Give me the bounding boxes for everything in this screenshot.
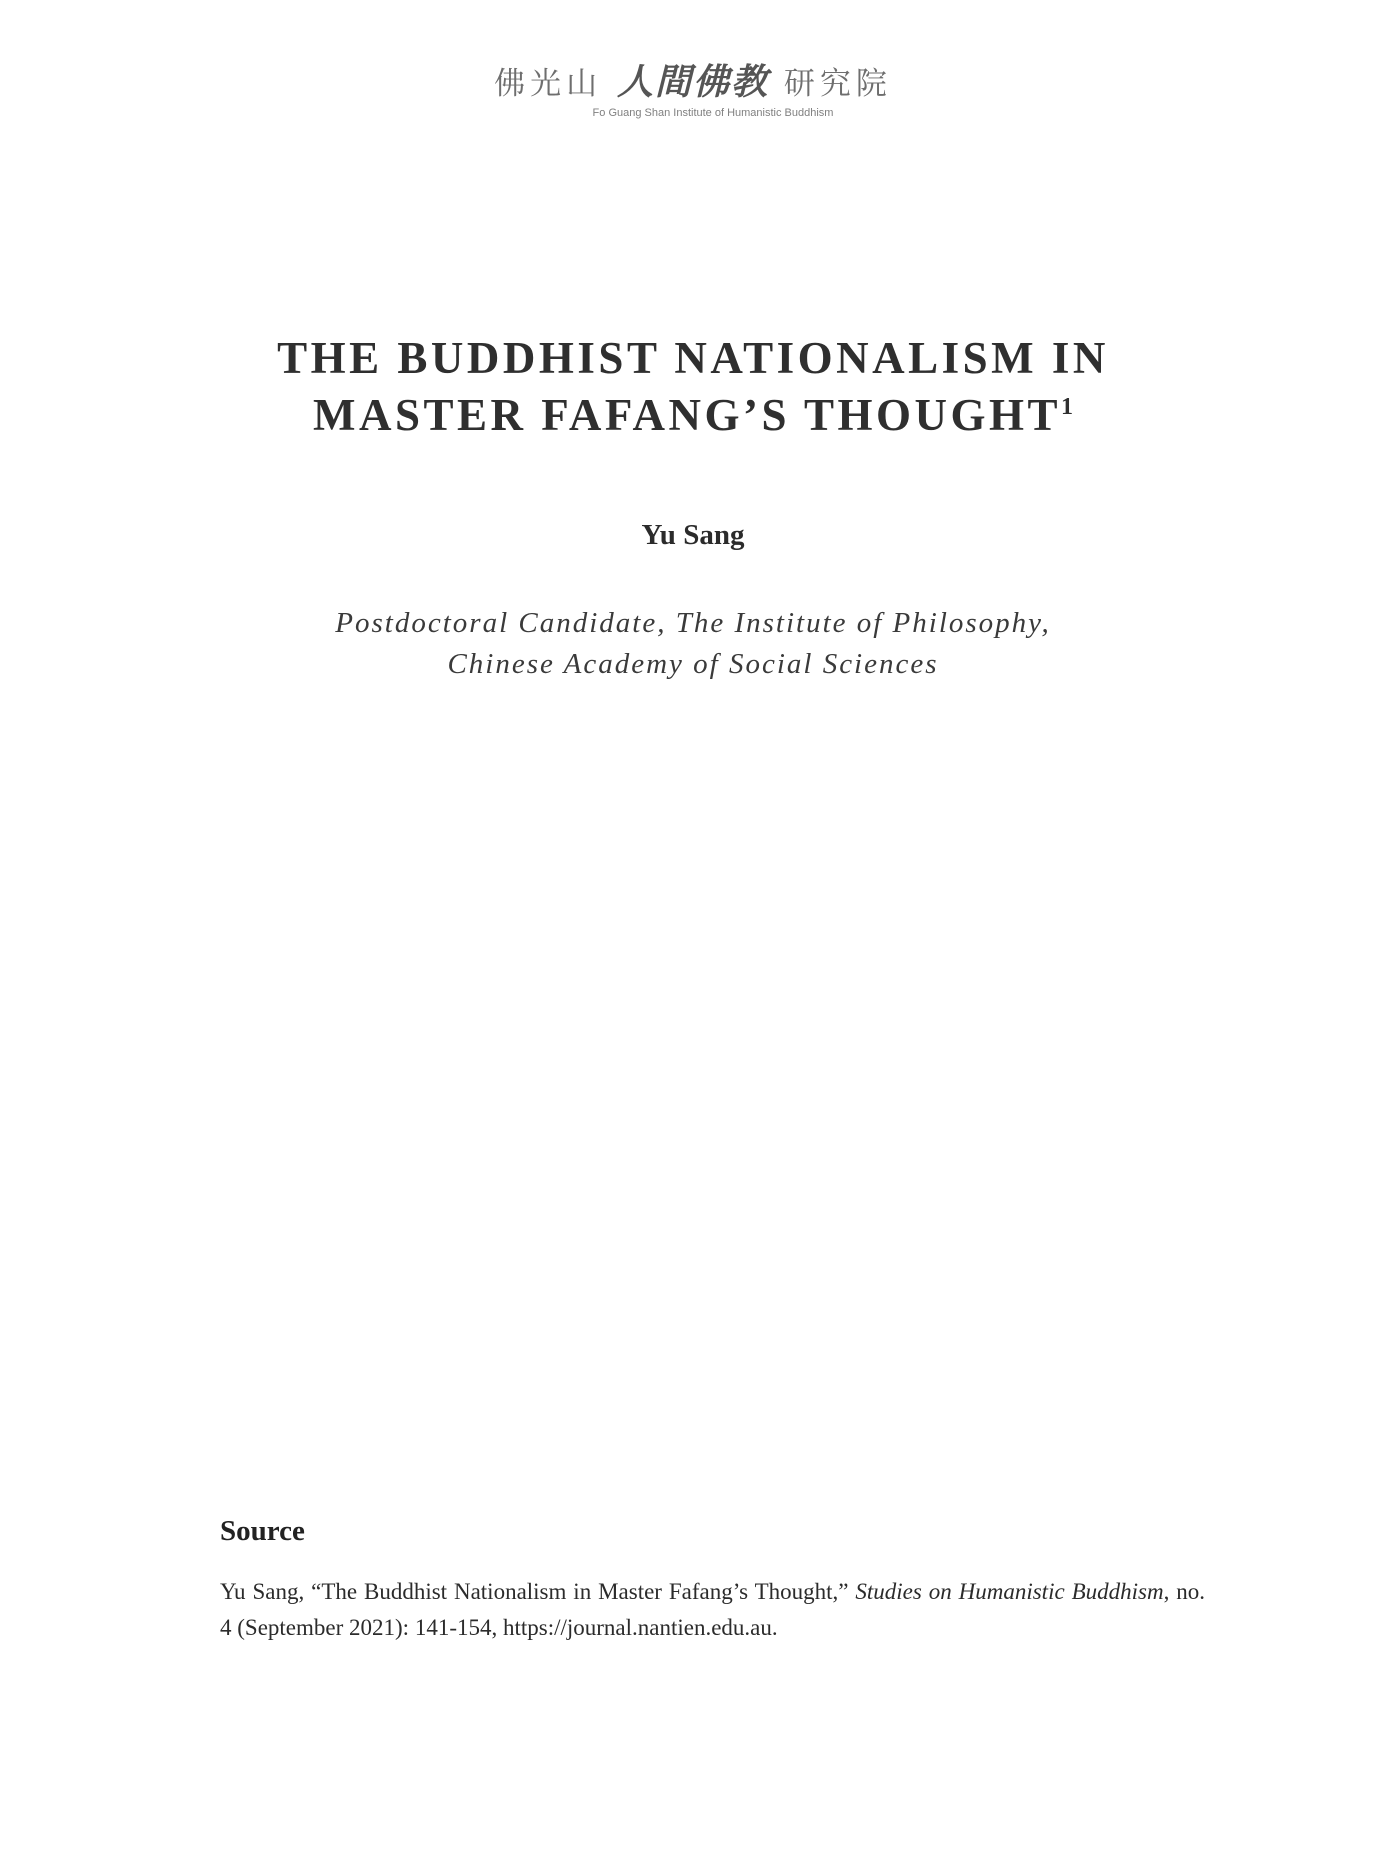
citation-journal: Studies on Humanistic Buddhism	[855, 1579, 1164, 1604]
author-name: Yu Sang	[641, 519, 745, 551]
source-heading: Source	[220, 1515, 305, 1547]
affiliation-line-2: Chinese Academy of Social Sciences	[447, 648, 939, 680]
institute-logo-chinese	[0, 62, 1386, 104]
paper-title-line-2	[150, 387, 1236, 444]
paper-title-line-2-text: MASTER FAFANG’S THOUGHT	[312, 390, 1062, 440]
logo-calligraphy: 人間佛教	[616, 61, 769, 103]
paper-title-line-1: THE BUDDHIST NATIONALISM IN	[277, 333, 1109, 383]
footnote-marker[interactable]: 1	[1061, 394, 1074, 420]
citation-prefix: Yu Sang, “The Buddhist Nationalism in Master Fafang’s Thought,”	[220, 1579, 849, 1604]
paper-title	[150, 330, 1236, 444]
citation-suffix: , no. 4 (September 2021): 141-154, https://journal.nantien.edu.au.	[220, 1579, 1205, 1640]
logo-text-right: 研究院	[783, 66, 892, 102]
institute-logo-english: Fo Guang Shan Institute of Humanistic Buddhism	[592, 107, 834, 119]
institute-logo	[0, 62, 1386, 119]
author-affiliation	[0, 603, 1386, 685]
logo-text-left: 佛光山	[494, 66, 603, 102]
source-citation	[220, 1574, 1205, 1646]
affiliation-line-1: Postdoctoral Candidate, The Institute of Philosophy,	[335, 607, 1051, 639]
